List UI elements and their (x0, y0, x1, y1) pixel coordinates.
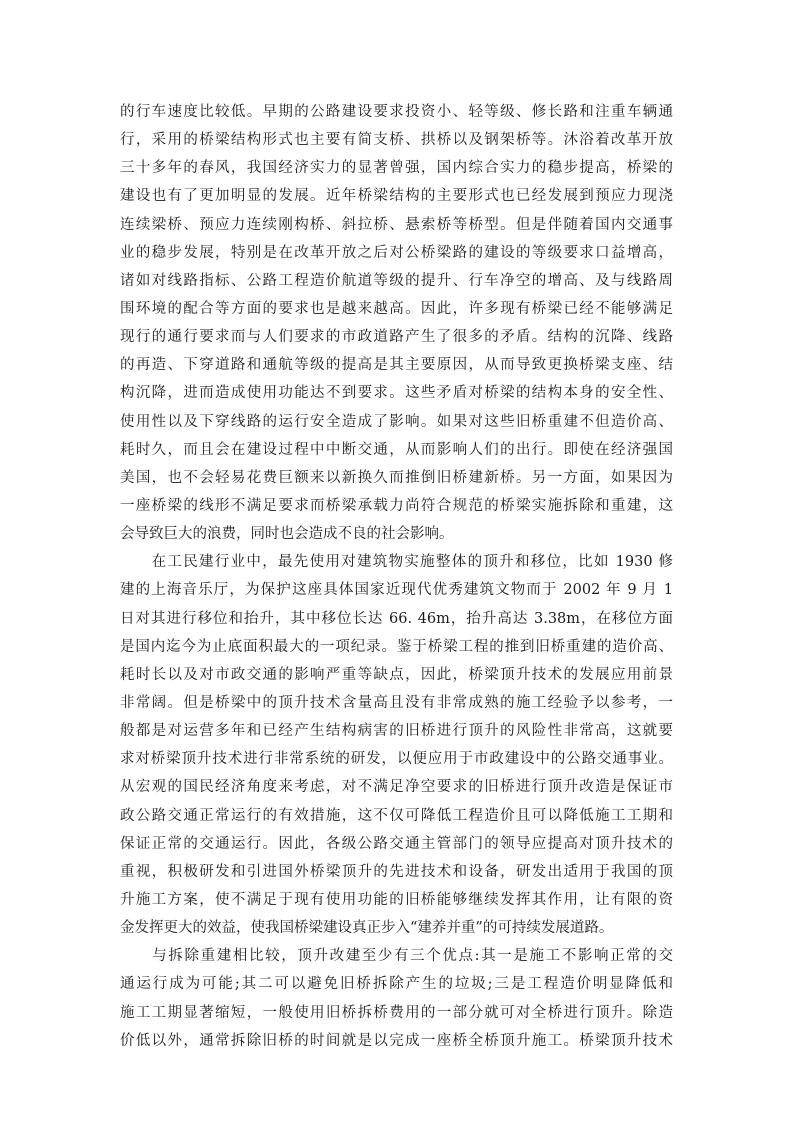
text-line: 构沉降，进而造成使用功能达不到要求。这些矛盾对桥梁的结构本身的安全性、 (120, 385, 673, 402)
text-line: 保证正常的交通运行。因此，各级公路交通主管部门的领导应提高对顶升技术的 (120, 835, 673, 852)
text-line: 是国内迄今为止底面积最大的一项纪录。鉴于桥梁工程的推到旧桥重建的造价高、 (120, 638, 673, 655)
text-line: 美国，也不会轻易花费巨额来以新换久而推倒旧桥建新桥。另一方面，如果因为 (120, 469, 673, 486)
text-line: 政公路交通正常运行的有效措施，这不仅可降低工程造价且可以降低施工工期和 (120, 807, 673, 824)
text-line: 行，采用的桥梁结构形式也主要有简支桥、拱桥以及钢架桥等。沐浴着改革开放 (120, 132, 673, 149)
body-text (120, 98, 673, 1055)
text-line: 在工民建行业中，最先使用对建筑物实施整体的顶升和移位，比如 1930 修 (120, 554, 673, 571)
paragraph-2 (120, 548, 673, 942)
text-line: 升施工方案，使不满足于现有使用功能的旧桥能够继续发挥其作用，让有限的资 (120, 891, 673, 908)
text-line: 价低以外，通常拆除旧桥的时间就是以完成一座桥全桥顶升施工。桥梁顶升技术 (120, 1032, 673, 1049)
text-line: 耗时久，而且会在建设过程中中断交通，从而影响人们的出行。即使在经济强国 (120, 441, 673, 458)
paragraph-3 (120, 942, 673, 1055)
text-line: 重视，积极研发和引进国外桥梁顶升的先进技术和设备，研发出适用于我国的顶 (120, 863, 673, 880)
text-line: 建设也有了更加明显的发展。近年桥梁结构的主要形式也已经发展到预应力现浇 (120, 188, 673, 205)
text-line: 日对其进行移位和抬升，其中移位长达 66. 46m，抬升高达 3.38m，在移位方面 (120, 610, 673, 627)
text-line: 非常阔。但是桥梁中的顶升技术含量高且没有非常成熟的施工经验予以参考，一 (120, 694, 673, 711)
text-line: 现行的通行要求而与人们要求的市政道路产生了很多的矛盾。结构的沉降、线路 (120, 329, 673, 346)
text-line: 求对桥梁顶升技术进行非常系统的研发，以便应用于市政建设中的公路交通事业。 (120, 751, 673, 768)
text-line: 施工工期显著缩短，一般使用旧桥拆桥费用的一部分就可对全桥进行顶升。除造 (120, 1004, 673, 1021)
text-line: 建的上海音乐厅，为保护这座具体国家近现代优秀建筑文物而于 2002 年 9 月 1 (120, 582, 673, 599)
paragraph-1 (120, 98, 673, 548)
text-line: 般都是对运营多年和已经产生结构病害的旧桥进行顶升的风险性非常高，这就要 (120, 723, 673, 740)
text-line: 从宏观的国民经济角度来考虑，对不满足净空要求的旧桥进行顶升改造是保证市 (120, 779, 673, 796)
text-line: 的再造、下穿道路和通航等级的提高是其主要原因，从而导致更换桥梁支座、结 (120, 357, 673, 374)
text-line: 围环境的配合等方面的要求也是越来越高。因此，许多现有桥梁已经不能够满足 (120, 300, 673, 317)
text-line: 一座桥梁的线形不满足要求而桥梁承载力尚符合规范的桥梁实施拆除和重建，这 (120, 497, 673, 514)
text-line: 诸如对线路指标、公路工程造价航道等级的提升、行车净空的增高、及与线路周 (120, 272, 673, 289)
text-line: 与拆除重建相比较，顶升改建至少有三个优点:其一是施工不影响正常的交 (120, 948, 673, 965)
text-line: 金发挥更大的效益，使我国桥梁建设真正步入“建养并重”的可持续发展道路。 (120, 920, 614, 937)
text-line: 业的稳步发展，特别是在改革开放之后对公桥梁路的建设的等级要求口益增高， (120, 244, 673, 261)
text-line: 三十多年的春风，我国经济实力的显著曾强，国内综合实力的稳步提高，桥梁的 (120, 160, 673, 177)
text-line: 通运行成为可能;其二可以避免旧桥拆除产生的垃圾;三是工程造价明显降低和 (120, 976, 673, 993)
text-line: 使用性以及下穿线路的运行安全造成了影响。如果对这些旧桥重建不但造价高、 (120, 413, 673, 430)
text-line: 的行车速度比较低。早期的公路建设要求投资小、轻等级、修长路和注重车辆通 (120, 104, 673, 120)
text-line: 耗时长以及对市政交通的影响严重等缺点，因此，桥梁顶升技术的发展应用前景 (120, 666, 673, 683)
text-line: 连续梁桥、预应力连续刚构桥、斜拉桥、悬索桥等桥型。但是伴随着国内交通事 (120, 216, 673, 233)
text-line: 会导致巨大的浪费，同时也会造成不良的社会影响。 (120, 526, 454, 543)
